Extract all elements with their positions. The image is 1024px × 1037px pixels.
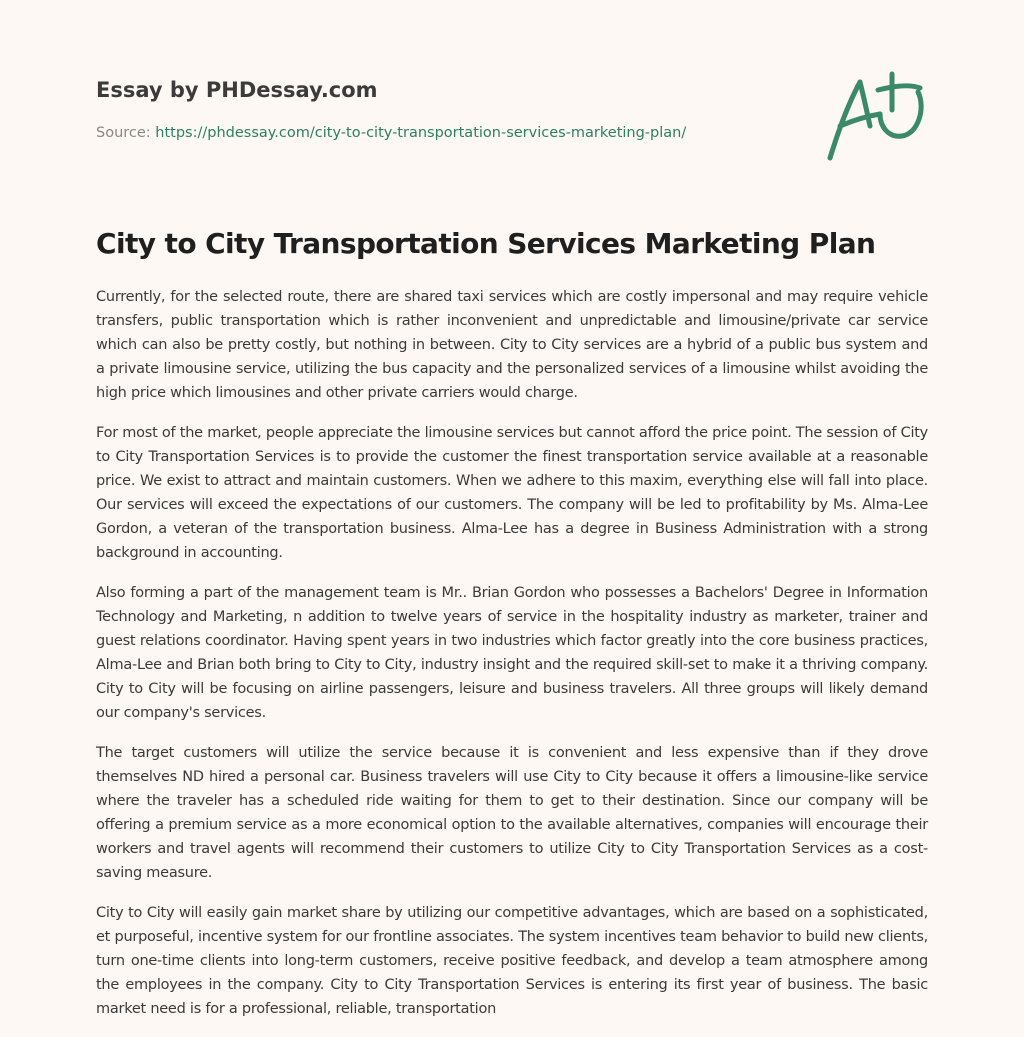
source-line [96, 123, 796, 143]
essay-title: City to City Transportation Services Marketing Plan [96, 227, 876, 260]
essay-paragraph: Currently, for the selected route, there are shared taxi services which are costly impersonal and may require vehicle transfers, public transportation which is rather inconvenient and unpredictable and limousine/private car service which can also be pretty costly, but nothing in between. City to City services are a hybrid of a public bus system and a private limousine service, utilizing the bus capacity and the personalized services of a limousine whilst avoiding the high price which limousines and other private carriers would charge. [96, 289, 928, 401]
a-plus-grade-icon [822, 68, 928, 164]
essay-paragraph: Also forming a part of the management team is Mr.. Brian Gordon who possesses a Bachelors' Degree in Information Technology and Marketing, n addition to twelve years of service in the hospitality industry as marketer, trainer and guest relations coordinator. Having spent years in two industries which factor greatly into the core business practices, Alma-Lee and Brian both bring to City to City, industry insight and the required skill-set to make it a thriving company. City to City will be focusing on airline passengers, leisure and business travelers. All three groups will likely demand our company's services. [96, 585, 928, 721]
essay-paragraph: City to City will easily gain market share by utilizing our competitive advantages, which are based on a sophisticated, et purposeful, incentive system for our frontline associates. The system incentives team behavior to build new clients, turn one-time clients into long-term customers, receive positive feedback, and develop a team atmosphere among the employees in the company. City to City Transportation Services is entering its first year of business. The basic market need is for a professional, reliable, transportation [96, 905, 928, 1017]
source-link[interactable]: https://phdessay.com/city-to-city-transportation-services-marketing-plan/ [155, 125, 687, 141]
page-header [96, 74, 796, 143]
site-title: Essay by PHDessay.com [96, 78, 378, 102]
essay-paragraph: The target customers will utilize the service because it is convenient and less expensive than if they drove themselves ND hired a personal car. Business travelers will use City to City because it offers a limousine-like service where the traveler has a scheduled ride waiting for them to get to their destination. Since our company will be offering a premium service as a more economical option to the available alternatives, companies will encourage their workers and travel agents will recommend their customers to utilize City to City Transportation Services as a cost-saving measure. [96, 745, 928, 881]
essay-paragraph: For most of the market, people appreciate the limousine services but cannot afford the price point. The session of City to City Transportation Services is to provide the customer the finest transportation service available at a reasonable price. We exist to attract and maintain customers. When we adhere to this maxim, everything else will fall into place. Our services will exceed the expectations of our customers. The company will be led to profitability by Ms. Alma-Lee Gordon, a veteran of the transportation business. Alma-Lee has a degree in Business Administration with a strong background in accounting. [96, 425, 928, 561]
source-label: Source: [96, 125, 151, 141]
essay-body [96, 285, 928, 1037]
